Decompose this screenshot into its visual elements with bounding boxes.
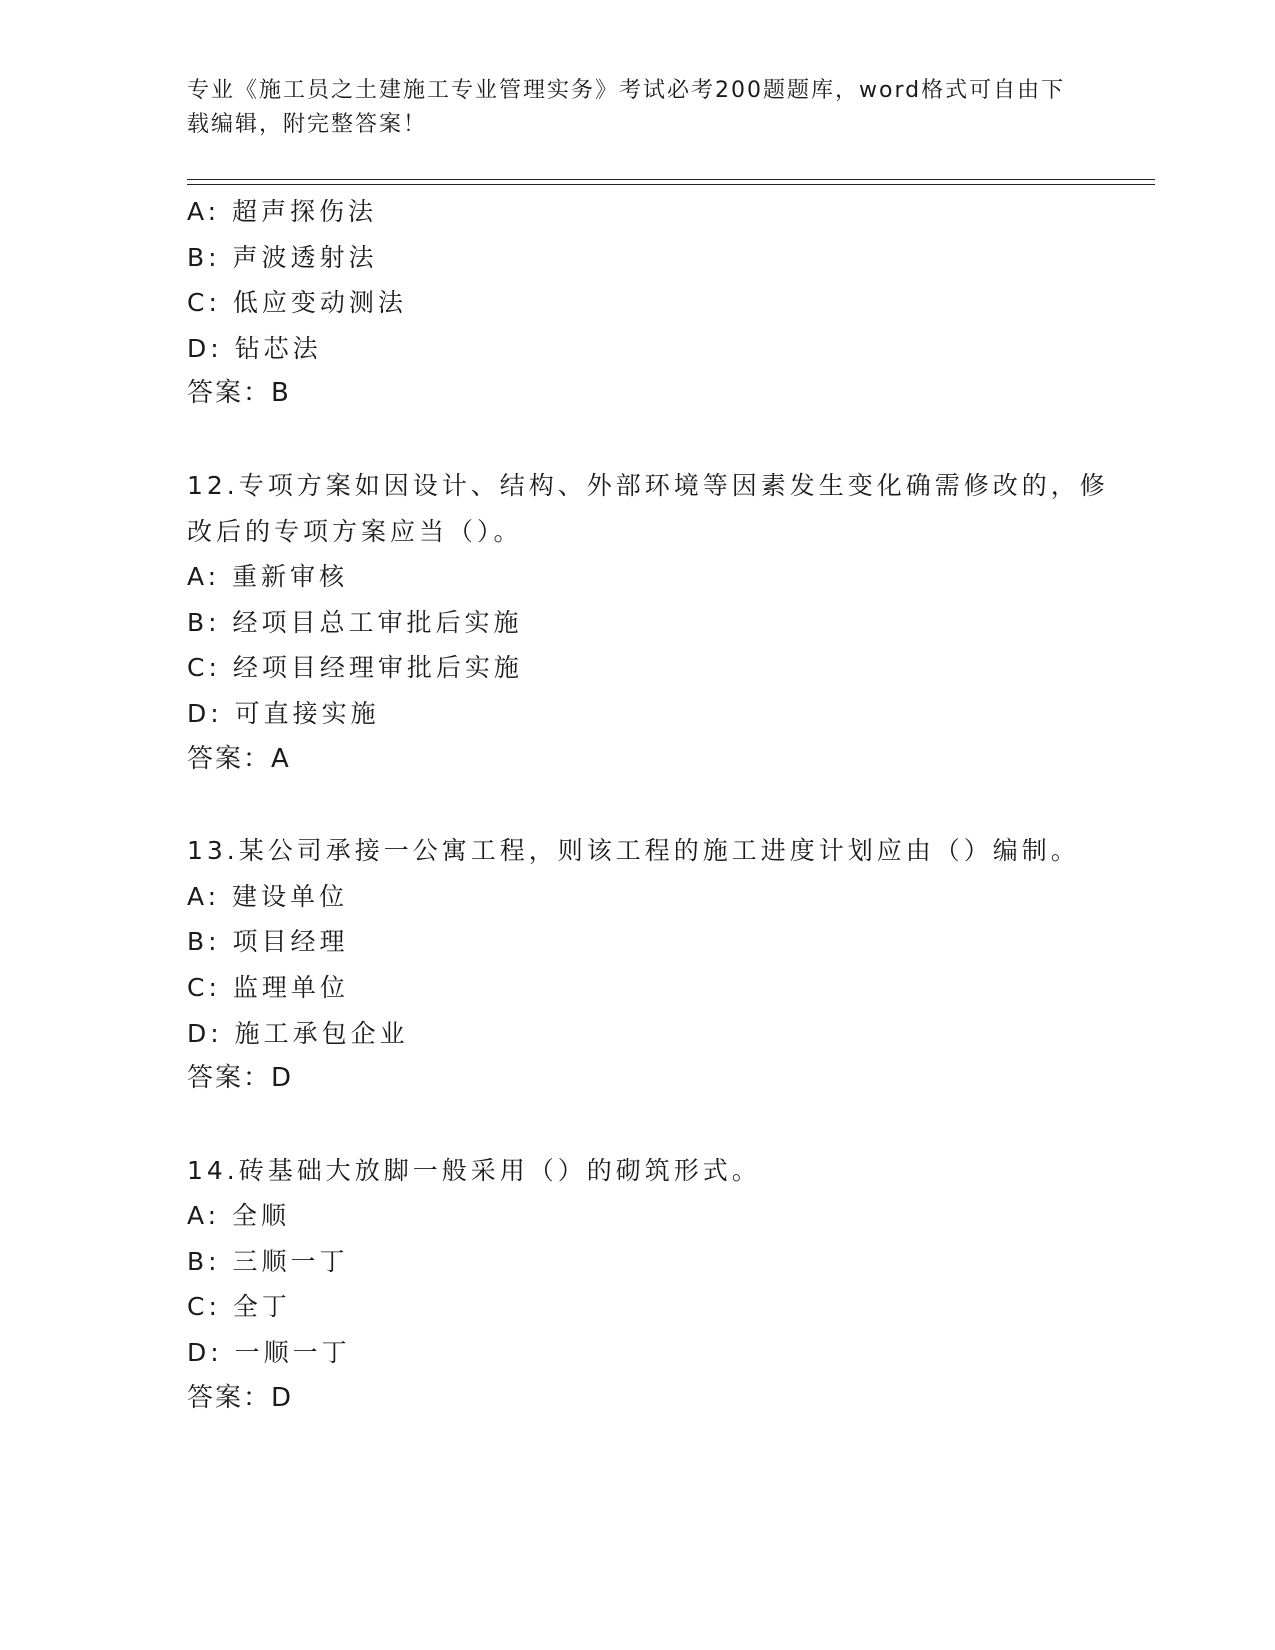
option-a xyxy=(187,554,1127,600)
option-text: 经项目总工审批后实施 xyxy=(232,607,523,637)
option-text: 项目经理 xyxy=(232,927,349,957)
header-divider-bottom xyxy=(187,184,1155,185)
spacer xyxy=(187,782,1127,828)
option-label: C: xyxy=(187,1292,221,1322)
option-label: A: xyxy=(187,562,221,592)
option-label: B: xyxy=(187,927,221,957)
spacer xyxy=(187,417,1127,463)
option-text: 钻芯法 xyxy=(234,333,322,363)
answer-line: 答案：D xyxy=(187,1063,294,1094)
option-label: A: xyxy=(187,1201,221,1231)
option-text: 经项目经理审批后实施 xyxy=(232,653,523,683)
answer-line: 答案：D xyxy=(187,1382,294,1413)
option-text: 三顺一丁 xyxy=(232,1246,349,1276)
question-partial xyxy=(187,189,1127,417)
header-text: 专业《施工员之土建施工专业管理实务》考试必考200题题库，word格式可自由下载编辑，附完整答案！ xyxy=(187,78,1066,137)
question-stem: 14.砖基础大放脚一般采用（）的砌筑形式。 xyxy=(187,1155,761,1185)
option-b xyxy=(187,600,1127,646)
option-text: 全顺 xyxy=(232,1201,291,1231)
option-text: 超声探伤法 xyxy=(232,197,378,226)
option-text: 可直接实施 xyxy=(234,698,380,728)
option-c xyxy=(187,965,1127,1011)
option-a xyxy=(187,1193,1127,1239)
question-12 xyxy=(187,463,1127,782)
option-c xyxy=(187,1284,1127,1330)
answer-line: 答案：B xyxy=(187,378,291,409)
option-label: A: xyxy=(187,197,221,226)
option-a xyxy=(187,189,1127,235)
question-stem: 13.某公司承接一公寓工程，则该工程的施工进度计划应由（）编制。 xyxy=(187,836,1080,866)
option-text: 建设单位 xyxy=(232,881,349,911)
option-label: B: xyxy=(187,1246,221,1276)
option-label: C: xyxy=(187,653,221,683)
option-label: B: xyxy=(187,607,221,637)
option-text: 声波透射法 xyxy=(232,242,378,272)
option-text: 监理单位 xyxy=(232,972,349,1002)
option-label: B: xyxy=(187,242,221,272)
option-text: 施工承包企业 xyxy=(234,1018,409,1048)
spacer xyxy=(187,1102,1127,1148)
option-label: D: xyxy=(187,333,223,363)
option-c xyxy=(187,280,1127,326)
option-label: A: xyxy=(187,881,221,911)
option-b xyxy=(187,235,1127,281)
option-d xyxy=(187,1330,1127,1376)
option-label: C: xyxy=(187,972,221,1002)
question-14 xyxy=(187,1148,1127,1422)
option-d xyxy=(187,691,1127,737)
option-text: 重新审核 xyxy=(232,562,349,592)
option-label: D: xyxy=(187,1018,223,1048)
option-d xyxy=(187,326,1127,372)
option-b xyxy=(187,1239,1127,1285)
option-text: 一顺一丁 xyxy=(234,1338,351,1368)
question-list xyxy=(187,189,1127,1421)
header-divider-top xyxy=(187,179,1155,180)
option-label: D: xyxy=(187,1338,223,1368)
question-13 xyxy=(187,828,1127,1102)
option-label: C: xyxy=(187,288,221,318)
option-b xyxy=(187,919,1127,965)
option-text: 低应变动测法 xyxy=(232,288,407,318)
option-c xyxy=(187,645,1127,691)
answer-line: 答案：A xyxy=(187,743,291,774)
option-label: D: xyxy=(187,698,223,728)
question-stem: 12.专项方案如因设计、结构、外部环境等因素发生变化确需修改的，修改后的专项方案应当（）。 xyxy=(187,470,1109,546)
document-header xyxy=(187,74,1067,142)
option-a xyxy=(187,874,1127,920)
option-d xyxy=(187,1011,1127,1057)
option-text: 全丁 xyxy=(232,1292,291,1322)
